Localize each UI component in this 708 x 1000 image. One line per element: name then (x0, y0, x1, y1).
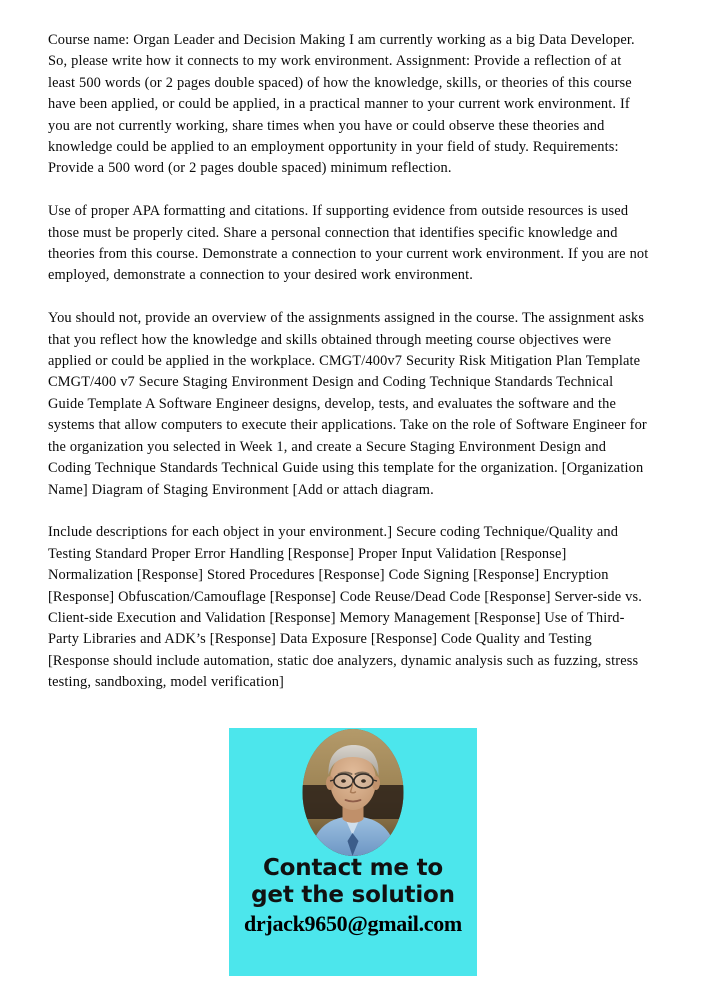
contact-headline-line-1: Contact me to (263, 855, 443, 881)
contact-card (229, 728, 477, 976)
contact-email[interactable]: drjack9650@gmail.com (244, 911, 462, 936)
paragraph: Use of proper APA formatting and citations. If supporting evidence from outside resources is used those must be properly cited. Share a personal connection that identifies specific knowledge and theories from this course. Demonstrate a connection to your current work environment. If you are not employed, demonstrate a connection to your desired work environment. (48, 203, 649, 284)
portrait-photo (303, 729, 404, 856)
paragraph: You should not, provide an overview of the assignments assigned in the course. The assignment asks that you reflect how the knowledge and skills obtained through meeting course objectives were applied or could be applied in the workplace. CMGT/400v7 Security Risk Mitigation Plan Template CMGT/400 v7 Secure Staging Environment Design and Coding Technique Standards Technical Guide Template A Software Engineer designs, develop, tests, and evaluates the software and the systems that allow computers to execute their applications. Take on the role of Software Engineer for the organization you selected in Week 1, and create a Secure Staging Environment Design and Coding Technique Standards Technical Guide using this template for the organization. [Organization Name] Diagram of Staging Environment [Add or attach diagram. (48, 310, 647, 498)
document-body (48, 30, 652, 694)
portrait-illustration (303, 729, 404, 856)
paragraph: Include descriptions for each object in your environment.] Secure coding Technique/Quality and Testing Standard Proper Error Handling [Response] Proper Input Validation [Response] Normalization [Response] Stored Procedures [Response] Code Signing [Response] Encryption [Response] Obfuscation/Camouflage [Response] Code Reuse/Dead Code [Response] Server-side vs. Client-side Execution and Validation [Response] Memory Management [Response] Use of Third-Party Libraries and ADK’s [Response] Data Exposure [Response] Code Quality and Testing [Response should include automation, static doe analyzers, dynamic analysis such as fuzzing, stress testing, sandboxing, model verification] (48, 524, 642, 691)
contact-headline-line-2: get the solution (251, 882, 455, 908)
paragraph: Course name: Organ Leader and Decision Making I am currently working as a big Data Developer. So, please write how it connects to my work environment. Assignment: Provide a reflection of at least 500 words (or 2 pages double spaced) of how the knowledge, skills, or theories of this course have been applied, or could be applied, in a practical manner to your current work environment. If you are not currently working, share times when you have or could observe these theories and knowledge could be applied to an employment opportunity in your field of study. Requirements: Provide a 500 word (or 2 pages double spaced) minimum reflection. (48, 32, 635, 177)
